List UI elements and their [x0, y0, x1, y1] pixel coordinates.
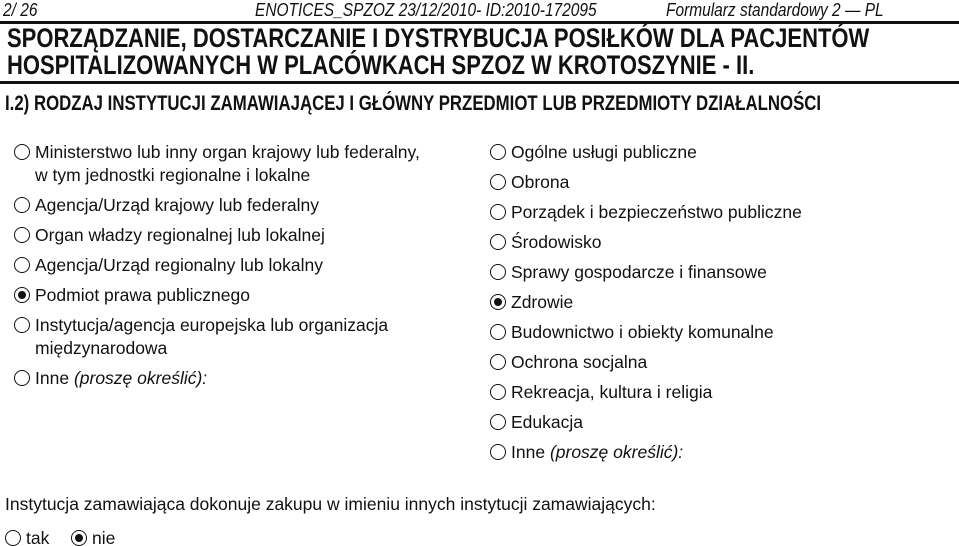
option-label	[511, 141, 697, 164]
radio-empty-icon	[14, 197, 30, 213]
radio-empty-icon	[14, 144, 30, 160]
option-label	[35, 284, 250, 307]
option-label	[511, 441, 683, 464]
radio-empty-icon	[490, 264, 506, 280]
radio-empty-icon	[490, 174, 506, 190]
radio-empty-icon	[5, 530, 21, 546]
option-hint: (proszę określić):	[549, 442, 684, 462]
option-label	[35, 194, 319, 217]
option-label	[511, 171, 569, 194]
document-title-line2: HOSPITALIZOWANYCH W PLACÓWKACH SPZOZ W KROTOSZYNIE - II.	[7, 50, 755, 80]
radio-selected-icon	[490, 294, 506, 310]
form-type: Formularz standardowy 2 — PL	[666, 0, 884, 20]
radio-empty-icon	[490, 234, 506, 250]
option-text: Sprawy gospodarcze i finansowe	[511, 262, 767, 282]
option-text: Organ władzy regionalnej lub lokalnej	[35, 225, 325, 245]
radio-selected-icon	[14, 287, 30, 303]
option-text: Budownictwo i obiekty komunalne	[511, 322, 774, 342]
option-label	[511, 261, 767, 284]
option-text-continued: w tym jednostki regionalne i lokalne	[35, 165, 311, 185]
option-label	[511, 381, 712, 404]
page-number: 2/ 26	[3, 0, 38, 20]
option-label	[35, 254, 323, 277]
option-text: Agencja/Urząd regionalny lub lokalny	[35, 255, 323, 275]
radio-empty-icon	[490, 384, 506, 400]
radio-empty-icon	[14, 257, 30, 273]
option-hint: (proszę określić):	[73, 368, 208, 388]
option-text: Inne	[35, 368, 70, 388]
option-label	[35, 141, 420, 187]
radio-empty-icon	[490, 144, 506, 160]
option-text: Ochrona socjalna	[511, 352, 648, 372]
radio-empty-icon	[14, 317, 30, 333]
radio-empty-icon	[490, 444, 506, 460]
option-text: Inne	[511, 442, 546, 462]
radio-empty-icon	[490, 204, 506, 220]
option-label	[511, 321, 774, 344]
option-text: Agencja/Urząd krajowy lub federalny	[35, 195, 320, 215]
radio-empty-icon	[490, 414, 506, 430]
option-text: Rekreacja, kultura i religia	[511, 382, 713, 402]
radio-empty-icon	[14, 370, 30, 386]
document-page: 2/ 26 ENOTICES_SPZOZ 23/12/2010- ID:2010-172095 Formularz standardowy 2 — PL SPORZĄDZANIE, DOSTARCZANIE I DYSTRYBUCJA POSIŁKÓW DLA PACJENTÓW HOSPITALIZOWANYCH W PLACÓWKACH SPZOZ W KROTOSZYNIE - II. I.2) RODZAJ INSTYTUCJI ZAMAWIAJĄCEJ I GŁÓWNY PRZEDMIOT LUB PRZEDMIOTY DZIAŁALNOŚCI Ministerstwo lub inny organ krajowy lub federalny, w tym jednostki regionalne i lokalne Agencja/Urząd krajowy lub federalny Organ władzy regionalnej lub lokalnej Agencja/Urząd regionalny lub lokalny Podmiot prawa publicznego Instytucja/agencja europejska lub organizacja międzynarodowa Inne (proszę określić): Ogólne usługi publiczne Obrona Porządek i bezpieczeństwo publiczne Środowisko Sprawy gospodarcze i finansowe Zdrowie Budownictwo i obiekty komunalne Ochrona socjalna Rekreacja, kultura i religia Edukacja Inne (proszę określić): Instytucja zamawiająca dokonuje zakupu w imieniu innych instytucji zamawiających: tak nie	[0, 0, 959, 546]
option-text: Środowisko	[511, 232, 602, 252]
radio-empty-icon	[14, 227, 30, 243]
section-heading: I.2) RODZAJ INSTYTUCJI ZAMAWIAJĄCEJ I GŁÓWNY PRZEDMIOT LUB PRZEDMIOTY DZIAŁALNOŚCI	[5, 92, 822, 115]
option-label	[511, 201, 802, 224]
option-label	[35, 314, 388, 360]
radio-selected-icon	[71, 530, 87, 546]
option-label	[511, 411, 583, 434]
option-label	[511, 291, 573, 314]
option-text: Ogólne usługi publiczne	[511, 142, 697, 162]
option-text: Obrona	[511, 172, 570, 192]
option-text: Edukacja	[511, 412, 583, 432]
option-text-continued: międzynarodowa	[35, 338, 168, 358]
option-label	[35, 224, 325, 247]
document-title-line1: SPORZĄDZANIE, DOSTARCZANIE I DYSTRYBUCJA POSIŁKÓW DLA PACJENTÓW	[7, 23, 870, 53]
option-label	[35, 367, 207, 390]
option-text: Porządek i bezpieczeństwo publiczne	[511, 202, 802, 222]
option-text: Podmiot prawa publicznego	[35, 285, 250, 305]
option-label	[511, 231, 601, 254]
title-rule	[0, 81, 959, 84]
radio-empty-icon	[490, 354, 506, 370]
option-label	[511, 351, 647, 374]
option-text: Instytucja/agencja europejska lub organizacja	[35, 315, 389, 335]
on-behalf-question: Instytucja zamawiająca dokonuje zakupu w imieniu innych instytucji zamawiających:	[5, 494, 656, 514]
radio-empty-icon	[490, 324, 506, 340]
option-text: Ministerstwo lub inny organ krajowy lub federalny,	[35, 142, 420, 162]
notice-id: ENOTICES_SPZOZ 23/12/2010- ID:2010-172095	[255, 0, 597, 20]
option-text: Zdrowie	[511, 292, 574, 312]
